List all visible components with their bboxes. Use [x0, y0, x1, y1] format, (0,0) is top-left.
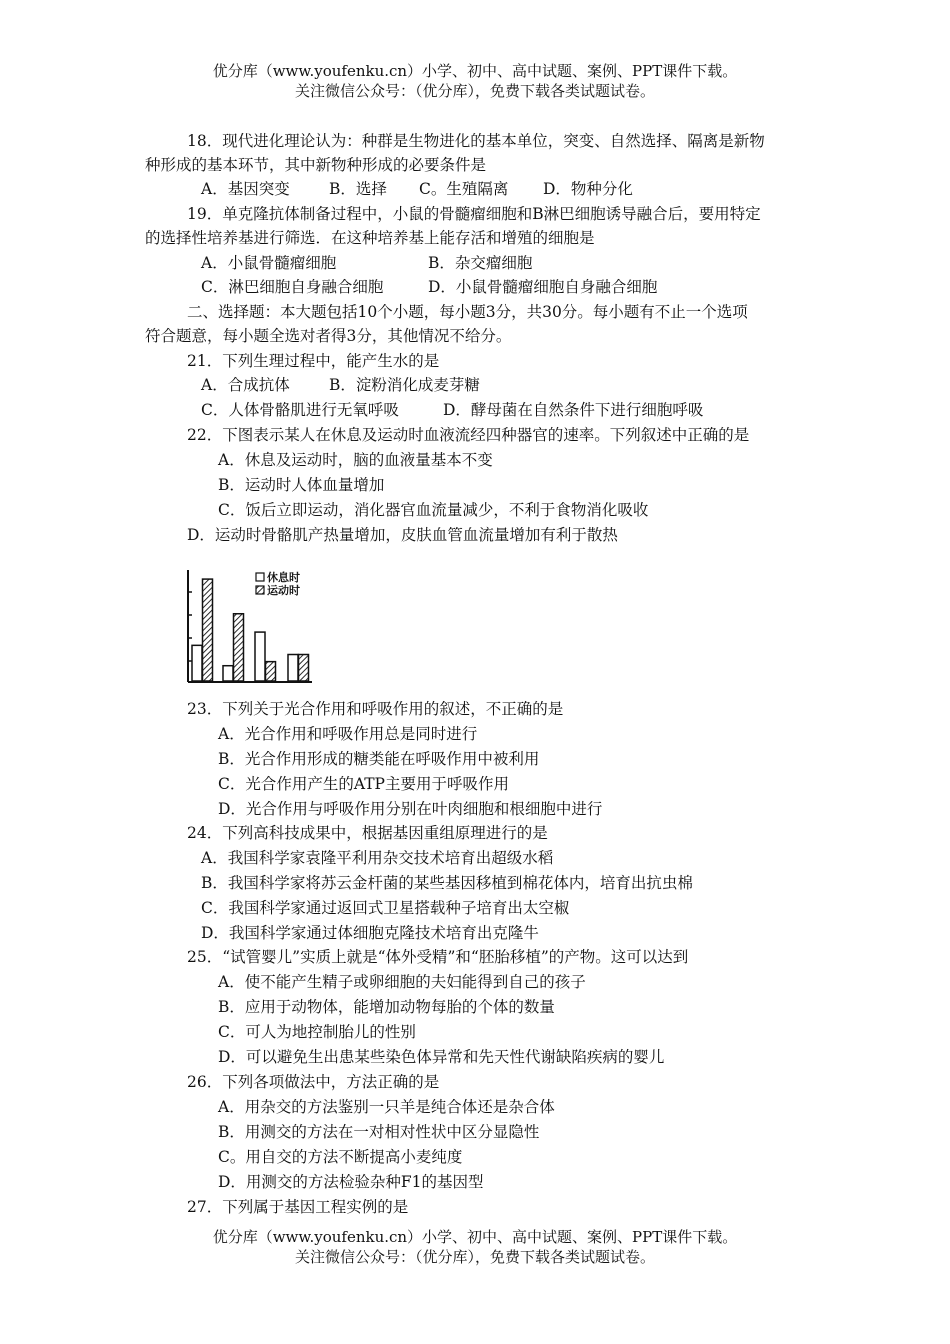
- q21-option-d: D．酵母菌在自然条件下进行细胞呼吸: [443, 401, 704, 419]
- q24-option-a: A．我国科学家袁隆平利用杂交技术培育出超级水稻: [201, 849, 554, 867]
- q23-option-d: D．光合作用与呼吸作用分别在叶肉细胞和根细胞中进行: [218, 800, 603, 818]
- q22-option-a: A．休息及运动时，脑的血液量基本不变: [218, 451, 493, 469]
- footer-line-2: 关注微信公众号：（优分库），免费下载各类试题试卷。: [294, 1248, 655, 1266]
- bar-exercise-1: [203, 579, 213, 681]
- q22-option-d: D．运动时骨骼肌产热量增加，皮肤血管血流量增加有利于散热: [187, 526, 618, 544]
- bar-rest-1: [192, 645, 202, 681]
- q22-option-c: C．饭后立即运动，消化器官血流量减少，不利于食物消化吸收: [218, 501, 649, 519]
- bar-exercise-2: [234, 614, 244, 681]
- q26-option-a: A．用杂交的方法鉴别一只羊是纯合体还是杂合体: [218, 1098, 555, 1116]
- legend-label-rest: 休息时: [267, 571, 300, 584]
- q18-stem-line-1: 18．现代进化理论认为：种群是生物进化的基本单位，突变、自然选择、隔离是新物: [187, 132, 765, 150]
- q21-options-row-1: [201, 374, 480, 396]
- bar-exercise-4: [299, 655, 309, 681]
- q24-option-b: B．我国科学家将苏云金杆菌的某些基因移植到棉花体内，培育出抗虫棉: [201, 874, 693, 892]
- q18-options: [201, 178, 633, 200]
- q18-option-d: D．物种分化: [543, 180, 633, 198]
- footer-line-1: 优分库（www.youfenku.cn）小学、初中、高中试题、案例、PPT课件下载。: [212, 1228, 738, 1246]
- q21-option-c: C．人体骨骼肌进行无氧呼吸: [201, 401, 399, 419]
- q19-option-d: D．小鼠骨髓瘤细胞自身融合细胞: [428, 278, 658, 296]
- bar-rest-4: [288, 655, 298, 681]
- legend-swatch-exercise: [256, 586, 264, 594]
- q25-option-b: B．应用于动物体，能增加动物每胎的个体的数量: [218, 998, 555, 1016]
- q18-stem-line-2: 种形成的基本环节，其中新物种形成的必要条件是: [145, 156, 487, 174]
- q23-option-c: C．光合作用产生的ATP主要用于呼吸作用: [218, 775, 509, 793]
- q26-option-b: B．用测交的方法在一对相对性状中区分显隐性: [218, 1123, 540, 1141]
- q18-option-a: A．基因突变: [201, 180, 290, 198]
- q19-stem-line-1: 19．单克隆抗体制备过程中，小鼠的骨髓瘤细胞和B淋巴细胞诱导融合后，要用特定: [187, 205, 761, 223]
- q24-option-c: C．我国科学家通过返回式卫星搭载种子培育出太空椒: [201, 899, 570, 917]
- q22-option-b: B．运动时人体血量增加: [218, 476, 385, 494]
- q25-stem: 25．“试管婴儿”实质上就是“体外受精”和“胚胎移植”的产物。这可以达到: [187, 948, 689, 966]
- q24-option-d: D．我国科学家通过体细胞克隆技术培育出克隆牛: [201, 924, 539, 942]
- q18-option-c: C。生殖隔离: [419, 180, 509, 198]
- q25-option-c: C．可人为地控制胎儿的性别: [218, 1023, 416, 1041]
- section-2-line-2: 符合题意，每小题全选对者得3分，其他情况不给分。: [145, 327, 512, 345]
- bar-exercise-3: [266, 662, 276, 681]
- q19-options-row-2: [201, 276, 657, 298]
- q26-option-d: D．用测交的方法检验杂种F1的基因型: [218, 1173, 484, 1191]
- header-line-2: 关注微信公众号：（优分库），免费下载各类试题试卷。: [294, 82, 655, 100]
- q19-stem-line-2: 的选择性培养基进行筛选．在这种培养基上能存活和增殖的细胞是: [145, 229, 595, 247]
- q19-option-a: A．小鼠骨髓瘤细胞: [201, 254, 337, 272]
- blood-flow-bar-chart: [180, 568, 340, 688]
- q22-stem: 22．下图表示某人在休息及运动时血液流经四种器官的速率。下列叙述中正确的是: [187, 426, 750, 444]
- q23-stem: 23．下列关于光合作用和呼吸作用的叙述，不正确的是: [187, 700, 564, 718]
- q19-option-c: C．淋巴细胞自身融合细胞: [201, 278, 384, 296]
- q25-option-a: A．使不能产生精子或卵细胞的夫妇能得到自己的孩子: [218, 973, 586, 991]
- q19-options-row-1: [201, 252, 532, 274]
- q18-option-b: B．选择: [329, 180, 387, 198]
- q21-stem: 21．下列生理过程中，能产生水的是: [187, 352, 440, 370]
- bar-rest-3: [255, 632, 265, 681]
- q24-stem: 24．下列高科技成果中，根据基因重组原理进行的是: [187, 824, 548, 842]
- q25-option-d: D．可以避免生出患某些染色体异常和先天性代谢缺陷疾病的婴儿: [218, 1048, 665, 1066]
- q23-option-a: A．光合作用和呼吸作用总是同时进行: [218, 725, 478, 743]
- q26-stem: 26．下列各项做法中，方法正确的是: [187, 1073, 440, 1091]
- q23-option-b: B．光合作用形成的糖类能在呼吸作用中被利用: [218, 750, 540, 768]
- q27-stem: 27．下列属于基因工程实例的是: [187, 1198, 409, 1216]
- q21-option-a: A．合成抗体: [201, 376, 290, 394]
- bar-rest-2: [223, 666, 233, 681]
- q19-option-b: B．杂交瘤细胞: [428, 254, 533, 272]
- section-2-line-1: 二、选择题：本大题包括10个小题，每小题3分，共30分。每小题有不止一个选项: [187, 303, 748, 321]
- q21-option-b: B．淀粉消化成麦芽糖: [329, 376, 480, 394]
- header-line-1: 优分库（www.youfenku.cn）小学、初中、高中试题、案例、PPT课件下载。: [212, 62, 738, 80]
- legend-swatch-rest: [256, 573, 264, 581]
- legend-label-exercise: 运动时: [267, 584, 300, 597]
- q21-options-row-2: [201, 399, 703, 421]
- q26-option-c: C。用自交的方法不断提高小麦纯度: [218, 1148, 463, 1166]
